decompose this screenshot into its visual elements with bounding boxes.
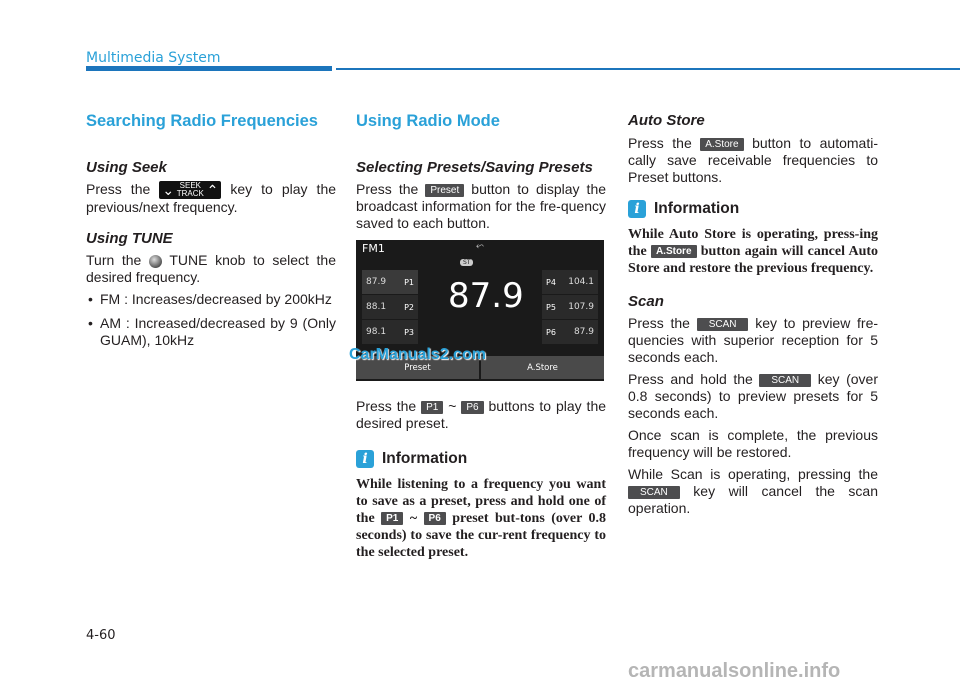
list-item: • AM : Increased/decreased by 9 (Only GUAM), 10kHz xyxy=(86,315,336,349)
press-text-post: buttons to play the desired preset. xyxy=(356,398,607,431)
preset-row[interactable] xyxy=(542,270,598,294)
scan-paragraph-2 xyxy=(628,371,878,422)
preset-freq: 104.1 xyxy=(568,277,594,287)
heading-using-tune: Using TUNE xyxy=(86,230,173,248)
header-rule-left xyxy=(86,66,332,71)
preset-list-left xyxy=(362,270,418,345)
heading-auto-store: Auto Store xyxy=(628,112,705,129)
press-text-pre: Press the xyxy=(356,398,417,414)
auto-store-paragraph xyxy=(628,135,878,186)
column-2 xyxy=(356,112,606,232)
scan4-text-post: key will cancel the scan operation. xyxy=(628,483,878,516)
current-frequency: 87.9 xyxy=(448,276,524,316)
preset-freq: 87.9 xyxy=(573,327,594,337)
scan-key: SCAN xyxy=(759,374,811,387)
info-heading xyxy=(356,450,606,468)
list-item: • FM : Increases/decreased by 200kHz xyxy=(86,291,336,308)
p6-key: P6 xyxy=(424,512,446,525)
scan2-text-post: key (over 0.8 seconds) to preview presets for 5 seconds each. xyxy=(628,371,879,421)
band-label: FM1 xyxy=(362,242,385,255)
preset-num: P3 xyxy=(404,327,414,337)
scan-paragraph-1 xyxy=(628,315,878,366)
scan-paragraph-3: Once scan is complete, the previous frequency will be restored. xyxy=(628,427,878,460)
preset-row[interactable] xyxy=(542,295,598,319)
tune-text-post: TUNE knob to select the desired frequency. xyxy=(86,252,337,286)
tilde: ~ xyxy=(448,398,457,414)
preset-freq: 98.1 xyxy=(366,327,387,337)
presets-paragraph xyxy=(356,181,606,232)
auto-text-pre: Press the xyxy=(628,135,692,151)
column-1 xyxy=(86,112,336,356)
heading-using-radio-mode: Using Radio Mode xyxy=(356,112,500,130)
preset-row[interactable] xyxy=(362,270,418,294)
chevron-up-icon: ⌃ xyxy=(206,181,219,198)
heading-scan: Scan xyxy=(628,293,664,310)
stereo-badge: ST xyxy=(460,259,473,266)
tilde: ~ xyxy=(409,511,418,526)
scan-paragraph-4 xyxy=(628,466,878,517)
preset-row[interactable] xyxy=(362,320,418,344)
scan1-text-post: key to preview fre-quencies with superior reception for 5 seconds each. xyxy=(628,315,879,365)
seek-key-label: SEEK TRACK xyxy=(176,181,204,199)
preset-freq: 88.1 xyxy=(366,302,387,312)
header-rule-right xyxy=(336,68,960,70)
info-heading xyxy=(628,200,878,218)
heading-using-seek: Using Seek xyxy=(86,159,167,176)
presets-text-pre: Press the xyxy=(356,181,419,197)
info-icon: i xyxy=(628,200,646,218)
scan2-text-pre: Press and hold the xyxy=(628,371,753,387)
scan1-text-pre: Press the xyxy=(628,315,690,331)
scan4-text-pre: While Scan is operating, pressing the xyxy=(628,466,878,482)
info-text-b: preset but-tons (over 0.8 seconds) to save the cur-rent frequency to the selected preset. xyxy=(356,511,607,560)
watermark-bottom: carmanualsonline.info xyxy=(628,660,841,682)
preset-list-right xyxy=(542,270,598,345)
scan-key: SCAN xyxy=(628,486,680,499)
preset-freq: 107.9 xyxy=(568,302,594,312)
preset-num: P5 xyxy=(546,302,556,312)
astore-key: A.Store xyxy=(700,138,743,151)
tune-text-pre: Turn the xyxy=(86,252,142,269)
info-text-a: While listening to a frequency you want to save as a preset, press and hold one of the xyxy=(356,477,606,526)
scan-key: SCAN xyxy=(697,318,749,331)
preset-row[interactable] xyxy=(542,320,598,344)
column-3 xyxy=(628,112,878,517)
info-text-a: While Auto Store is operating, press-ing the xyxy=(628,227,878,259)
info-body xyxy=(628,226,878,277)
p6-key: P6 xyxy=(461,401,483,414)
preset-num: P2 xyxy=(404,302,414,312)
presets-text-post: button to display the broadcast information for the fre-quency saved to each button. xyxy=(356,181,607,231)
heading-searching-radio: Searching Radio Frequencies xyxy=(86,112,318,130)
astore-key: A.Store xyxy=(651,245,697,258)
column-2-lower xyxy=(356,398,606,561)
tune-bullet-list xyxy=(86,291,336,349)
preset-freq: 87.9 xyxy=(366,277,387,287)
seek-text-pre: Press the xyxy=(86,181,151,197)
info-text-b: button again will cancel Auto Store and restore the previous frequency. xyxy=(628,244,879,276)
tune-knob-icon xyxy=(149,255,162,268)
section-header: Multimedia System xyxy=(86,50,221,66)
press-preset-paragraph xyxy=(356,398,606,432)
tune-paragraph xyxy=(86,252,336,286)
preset-num: P4 xyxy=(546,277,556,287)
p1-key: P1 xyxy=(421,401,443,414)
preset-num: P1 xyxy=(404,277,414,287)
preset-num: P6 xyxy=(546,327,556,337)
preset-row[interactable] xyxy=(362,295,418,319)
usb-icon: ⬿ xyxy=(476,241,484,252)
screen-preset-button[interactable]: Preset xyxy=(356,356,479,379)
auto-text-post: button to automati-cally save receivable frequencies to Preset buttons. xyxy=(628,135,878,185)
info-title: Information xyxy=(654,200,740,217)
info-body xyxy=(356,476,606,561)
info-title: Information xyxy=(382,450,468,467)
preset-key: Preset xyxy=(425,184,464,197)
watermark-site: CarManuals2.com xyxy=(349,346,486,363)
seek-track-key xyxy=(159,181,221,199)
heading-presets: Selecting Presets/Saving Presets xyxy=(356,159,593,176)
p1-key: P1 xyxy=(381,512,403,525)
page-number: 4-60 xyxy=(86,628,116,643)
screen-astore-button[interactable]: A.Store xyxy=(481,356,604,379)
chevron-down-icon: ⌄ xyxy=(162,181,175,198)
seek-paragraph xyxy=(86,181,336,216)
info-icon: i xyxy=(356,450,374,468)
seek-text-post: key to play the previous/next frequency. xyxy=(86,181,337,216)
